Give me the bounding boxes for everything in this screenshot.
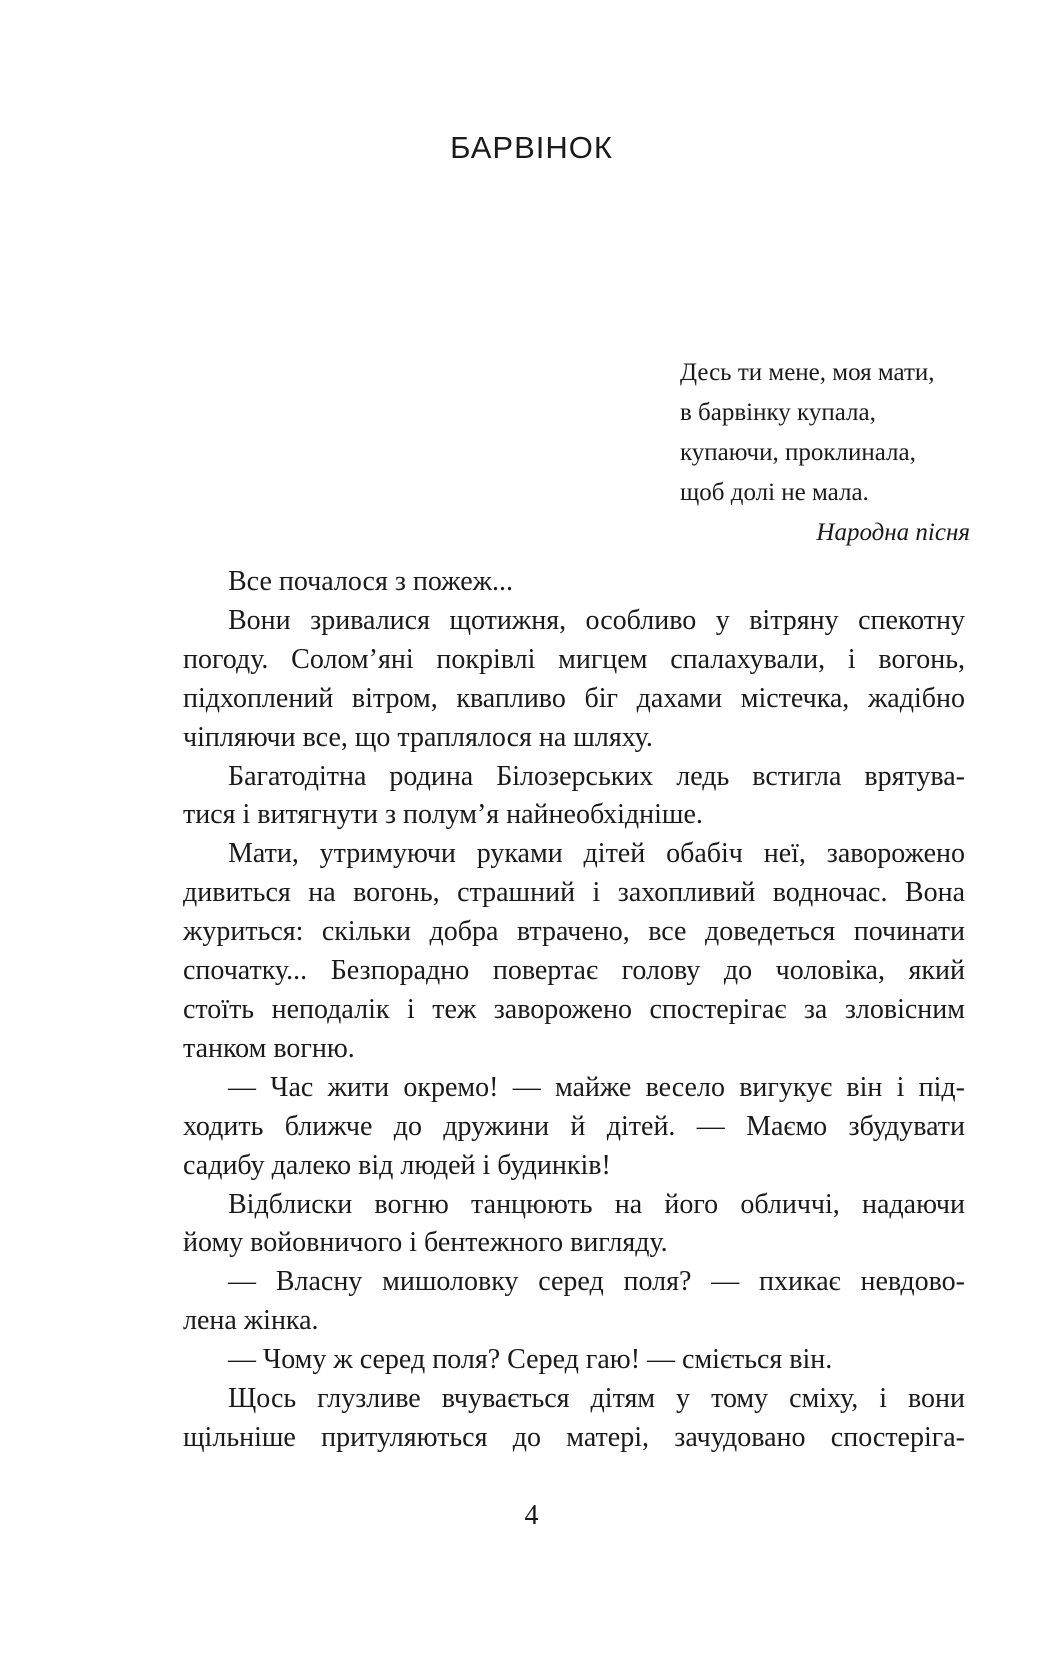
- text-line: тися і витягнути з полум’я найнеобхідніше.: [183, 799, 703, 831]
- text-line: йому войовничого і бентежного вигляду.: [183, 1227, 668, 1259]
- text-line: стоїть неподалік і теж заворожено спостерігає за зловісним: [183, 993, 965, 1025]
- text-line: підхоплений вітром, квапливо біг дахами містечка, жадібно: [183, 682, 965, 714]
- text-line: погоду. Солом’яні покрівлі мигцем спалахували, і вогонь,: [183, 643, 965, 675]
- text-line: Мати, утримуючи руками дітей обабіч неї, заворожено: [228, 838, 965, 870]
- epigraph: [680, 353, 970, 553]
- text-line: дивиться на вогонь, страшний і захопливий водночас. Вона: [183, 877, 965, 909]
- text-line: — Чому ж серед поля? Серед гаю! — сміється він.: [228, 1344, 833, 1376]
- text-line: ходить ближче до дружини й дітей. — Маємо збудувати: [183, 1110, 965, 1142]
- epigraph-line: Десь ти мене, моя мати,: [680, 359, 935, 386]
- text-line: — Власну мишоловку серед поля? — пхикає невдово-: [228, 1266, 965, 1298]
- text-line: садибу далеко від людей і будинків!: [183, 1149, 611, 1181]
- epigraph-line: купаючи, проклинала,: [680, 439, 916, 466]
- text-line: Все почалося з пожеж...: [228, 566, 513, 597]
- epigraph-source: Народна пісня: [816, 519, 970, 546]
- text-line: танком вогню.: [183, 1032, 355, 1064]
- epigraph-line: в барвінку купала,: [680, 399, 876, 426]
- epigraph-line: щоб долі не мала.: [680, 479, 869, 506]
- text-line: Щось глузливе вчувається дітям у тому сміху, і вони: [228, 1383, 965, 1415]
- text-line: Вони зривалися щотижня, особливо у вітряну спекотну: [228, 604, 965, 636]
- chapter-title: БАРВІНОК: [450, 130, 613, 165]
- text-line: Багатодітна родина Білозерських ледь встигла врятува-: [228, 760, 965, 792]
- text-line: журиться: скільки добра втрачено, все доведеться починати: [183, 916, 965, 948]
- body-text: [183, 563, 965, 1458]
- text-line: спочатку... Безпорадно повертає голову до чоловіка, який: [183, 955, 965, 987]
- text-line: чіпляючи все, що траплялося на шляху.: [183, 721, 653, 753]
- page-number: 4: [524, 1500, 539, 1531]
- text-line: щільніше притуляються до матері, зачудовано спостеріга-: [183, 1421, 965, 1453]
- text-line: — Час жити окремо! — майже весело вигукує він і під-: [228, 1071, 965, 1103]
- text-line: лена жінка.: [183, 1305, 319, 1337]
- text-line: Відблиски вогню танцюють на його обличчі, надаючи: [228, 1188, 965, 1220]
